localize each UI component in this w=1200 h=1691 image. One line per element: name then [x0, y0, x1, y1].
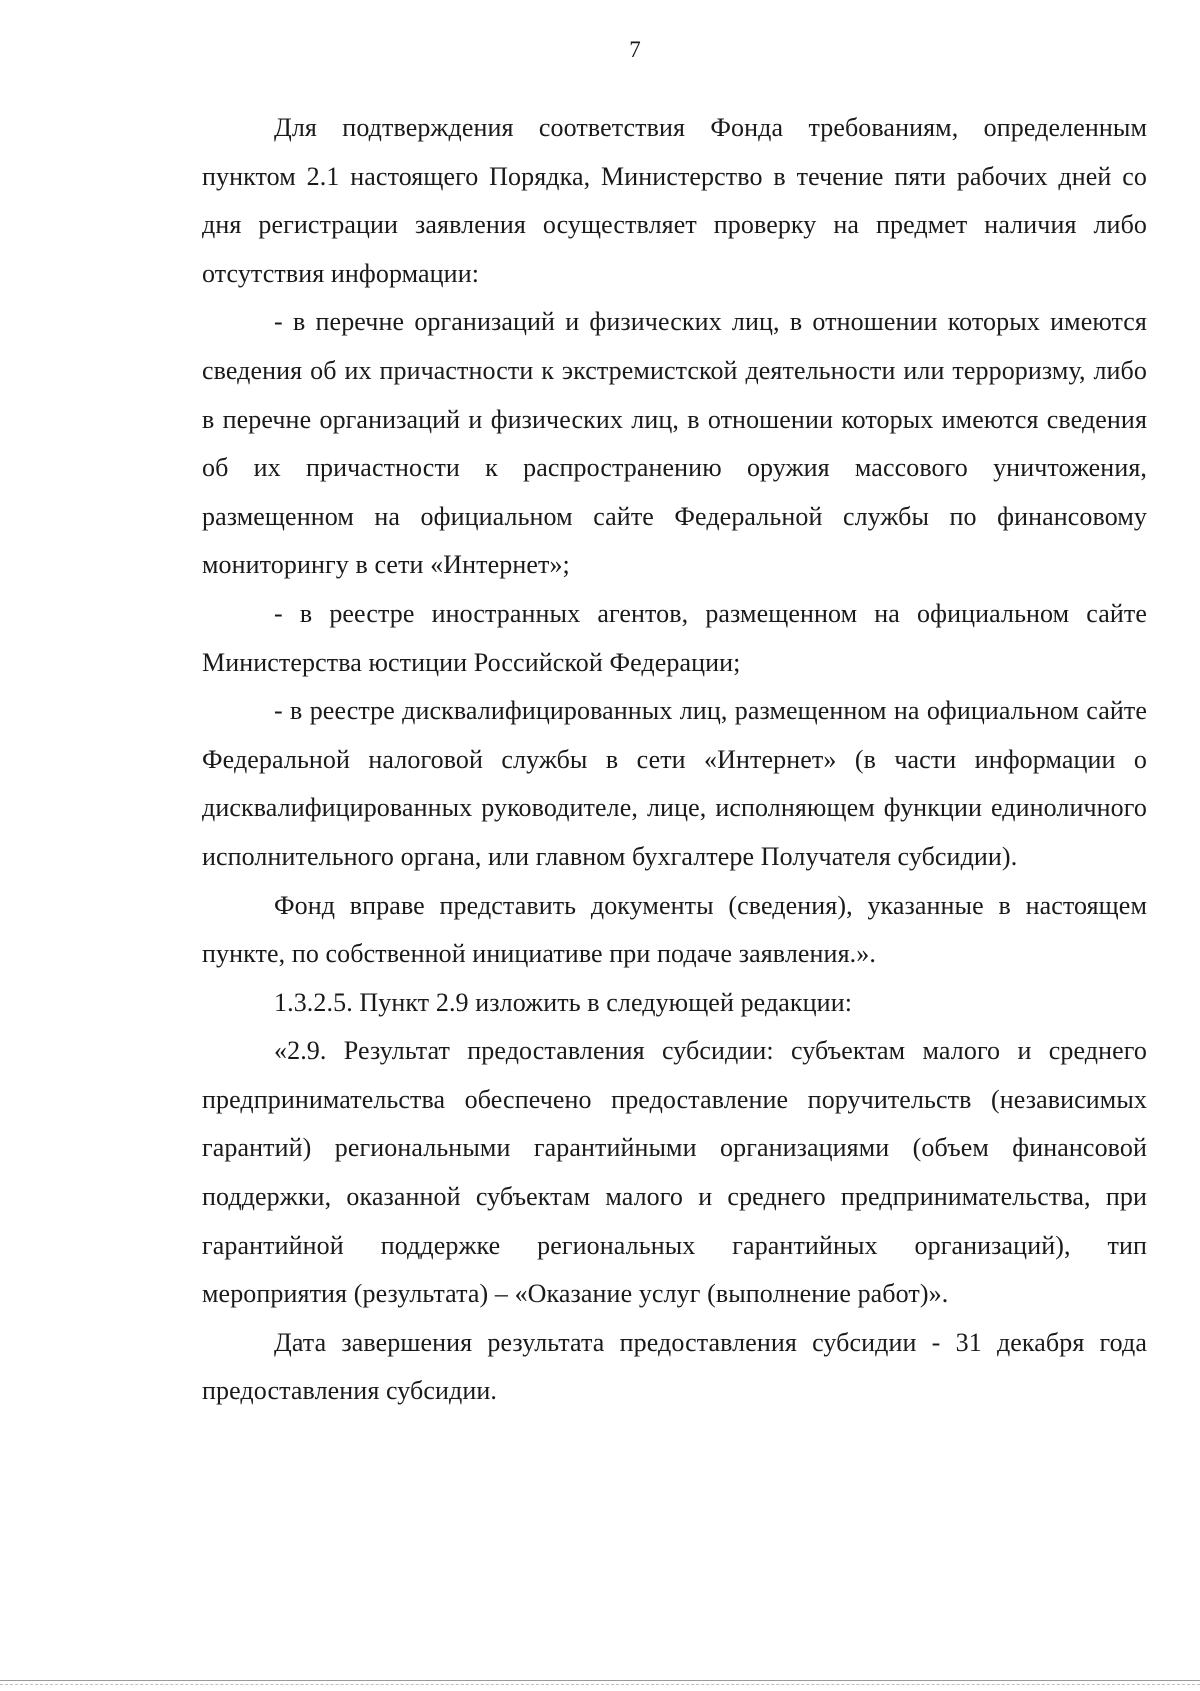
bottom-scan-edge-dashes — [0, 1684, 1200, 1685]
page-number: 7 — [629, 37, 641, 62]
paragraph-disqualified-registry: - в реестре дисквалифицированных лиц, размещенном на официальном сайте Федеральной налоговой службы в сети «Интернет» (в части информации о дисквалифицированных руководителе, лице, исполняющем функции единоличного исполнительного органа, или главном бухгалтере Получателя субсидии). — [202, 696, 1147, 871]
paragraph-verification-intro: Для подтверждения соответствия Фонда требованиям, определенным пунктом 2.1 настоящего Порядка, Министерство в течение пяти рабочих дней со дня регистрации заявления осуществляет проверку на предмет наличия либо отсутствия информации: — [202, 113, 1147, 288]
document-body — [202, 104, 1147, 1416]
paragraph-extremism-list: - в перечне организаций и физических лиц, в отношении которых имеются сведения об их причастности к экстремистской деятельности или терроризму, либо в перечне организаций и физических лиц, в отношении которых имеются сведения об их причастности к распространению оружия массового уничтожения, размещенном на официальном сайте Федеральной службы по финансовому мониторингу в сети «Интернет»; — [202, 307, 1147, 580]
paragraph-clause-1-3-2-5: 1.3.2.5. Пункт 2.9 изложить в следующей редакции: — [274, 987, 853, 1017]
bottom-scan-edge-line — [0, 1680, 1200, 1681]
paragraph-fund-documents: Фонд вправе представить документы (сведения), указанные в настоящем пункте, по собственной инициативе при подаче заявления.». — [202, 890, 1147, 969]
paragraph-foreign-agents-registry: - в реестре иностранных агентов, размещенном на официальном сайте Министерства юстиции Российской Федерации; — [202, 598, 1147, 677]
paragraph-clause-2-9: «2.9. Результат предоставления субсидии: субъектам малого и среднего предпринимательства обеспечено предоставление поручительств (независимых гарантий) региональными гарантийными организациями (объем финансовой поддержки, оказанной субъектам малого и среднего предпринимательства, при гарантийной поддержке региональных гарантийных организаций), тип мероприятия (результата) – «Оказание услуг (выполнение работ)». — [202, 1036, 1147, 1309]
paragraph-completion-date: Дата завершения результата предоставления субсидии - 31 декабря года предоставления субсидии. — [202, 1327, 1147, 1406]
